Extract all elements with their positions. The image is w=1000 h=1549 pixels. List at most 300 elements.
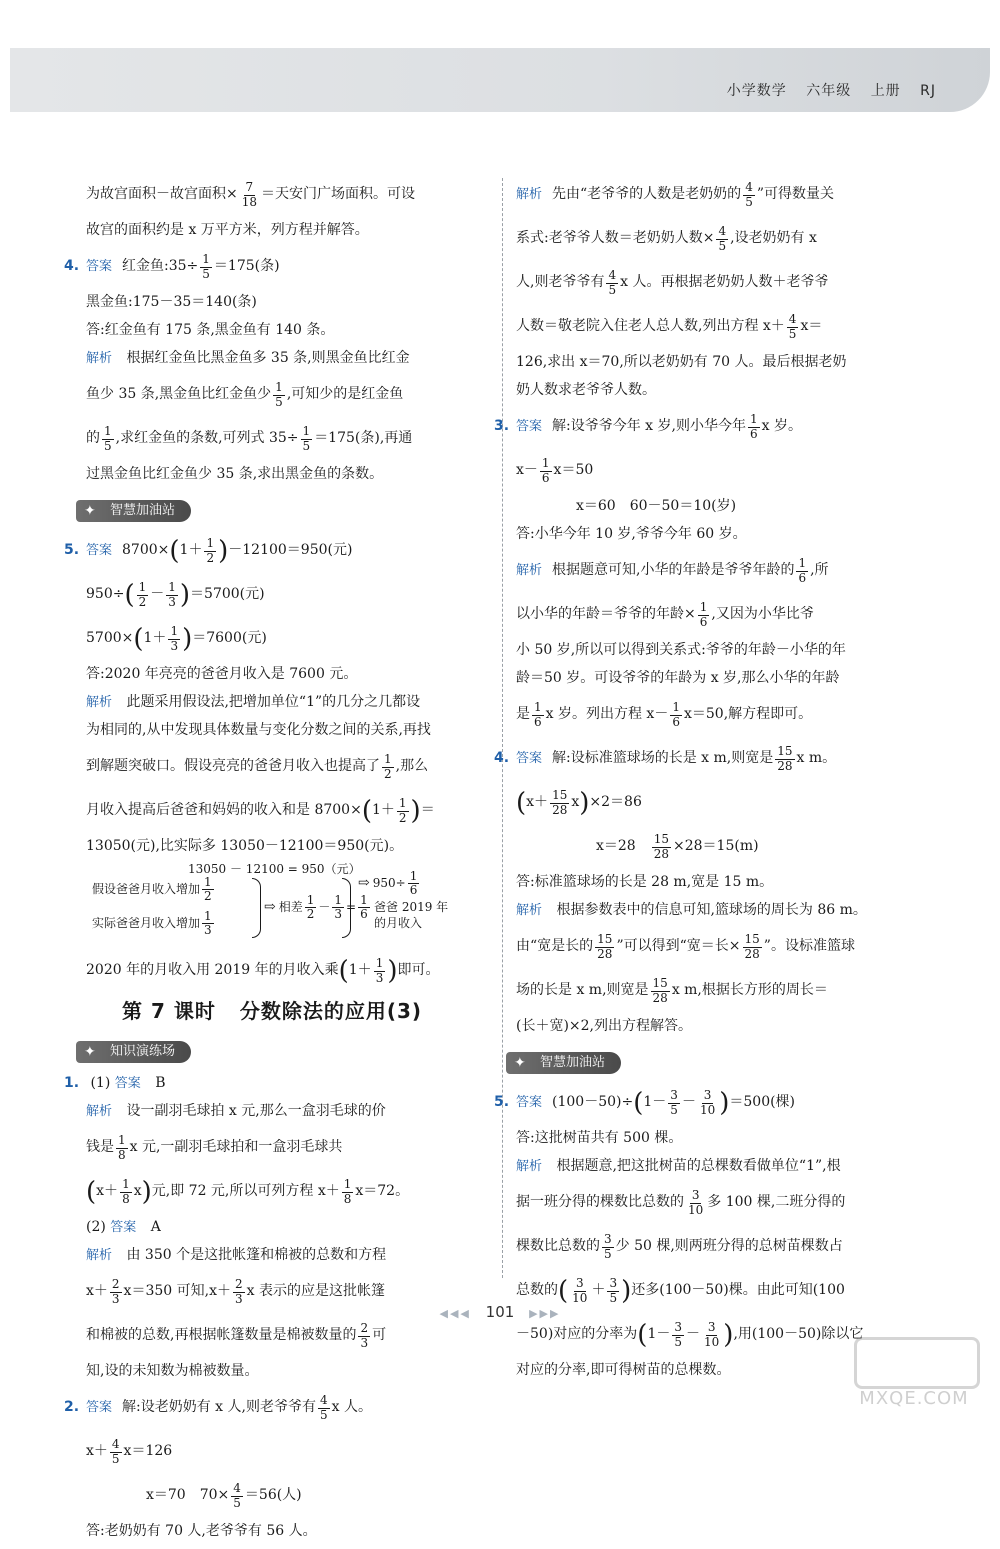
numerator: 1 [204, 909, 212, 923]
denominator: 28 [744, 946, 760, 961]
numerator: 1 [375, 956, 384, 971]
fraction [570, 1277, 589, 1304]
fraction [200, 253, 212, 280]
text-line [86, 1129, 488, 1167]
text: 棵数比总数的 [516, 1238, 600, 1255]
text: 人数＝敬老院入住老人总人数,列出方程 x＋ [516, 318, 785, 335]
text: x m。 [796, 750, 837, 767]
text: ＝175(条),再通 [314, 430, 413, 447]
numerator: 4 [745, 180, 753, 195]
fraction [743, 181, 755, 208]
text: 先由“老爷爷的人数是老奶奶的 [552, 186, 742, 203]
text-line: 13050(元),比实际多 13050－12100＝950(元)。 [86, 838, 404, 854]
analysis-tag: 解析 [86, 1248, 113, 1263]
fraction [358, 1322, 370, 1349]
text-line [86, 420, 488, 458]
page-number: 101 [485, 1303, 515, 1321]
answer-line [494, 408, 926, 446]
text-line: (长＋宽)×2,列出方程解答。 [516, 1018, 693, 1034]
numerator: 1 [749, 412, 758, 427]
question-number: 3. [494, 418, 510, 435]
text: A [150, 1219, 161, 1235]
text: 可 [372, 1327, 387, 1344]
volume-label: 上册 [870, 83, 901, 99]
denominator: 6 [798, 570, 807, 585]
fraction [668, 1089, 680, 1116]
fraction [698, 601, 710, 628]
fraction [796, 557, 808, 584]
denominator: 5 [718, 238, 727, 253]
edition-label: RJ [920, 83, 936, 99]
fraction [651, 977, 670, 1004]
text: 到解题突破口。假设亮亮的爸爸月收入也提高了 [86, 758, 380, 775]
lesson-number: 第 7 课时 [122, 999, 216, 1023]
text: 即可。 [397, 962, 440, 979]
fraction [202, 910, 214, 937]
question-number: 1. [64, 1075, 80, 1091]
denominator: 5 [111, 1451, 120, 1466]
text-line [86, 748, 488, 786]
text: －12100＝950(元) [228, 542, 353, 559]
fraction [301, 425, 313, 452]
text-line [516, 928, 926, 966]
denominator: 28 [597, 946, 613, 961]
text: ,所 [810, 562, 829, 579]
fraction [595, 933, 614, 960]
text: x [571, 794, 580, 811]
diagram-top-label: 13050 － 12100 = 950（元） [188, 862, 361, 876]
numerator: 15 [653, 832, 669, 847]
fraction [550, 789, 569, 816]
fraction [202, 876, 214, 903]
fraction [110, 1278, 122, 1305]
paren: ( [133, 624, 144, 654]
numerator: 1 [534, 700, 542, 715]
text: 5700× [86, 630, 134, 647]
grade-label: 六年级 [806, 83, 852, 99]
numerator: 2 [360, 1321, 369, 1336]
fraction [743, 933, 762, 960]
text: x 人。 [331, 1399, 372, 1416]
paren: ) [579, 788, 590, 818]
answer-line [494, 1084, 926, 1122]
denominator: 3 [334, 907, 343, 922]
denominator: 5 [745, 194, 753, 209]
fraction [120, 1178, 132, 1205]
numerator: 7 [245, 180, 254, 195]
text-line [86, 952, 488, 990]
text-line: 知,设的未知数为棉被数量。 [86, 1363, 259, 1379]
question-number: 4. [494, 750, 510, 767]
analysis-line [86, 1101, 488, 1123]
text-line: 答:小华今年 10 岁,爷爷今年 60 岁。 [516, 526, 747, 542]
text: 据一班分得的棵数比总数的 [516, 1194, 684, 1211]
numerator: 15 [777, 744, 793, 759]
numerator: 1 [541, 456, 550, 471]
denominator: 10 [572, 1290, 588, 1305]
text: ”可以得到“宽＝长× [616, 938, 741, 955]
text-line [516, 264, 926, 302]
answer-tag: 答案 [86, 1399, 113, 1415]
watermark-logo [854, 1337, 980, 1389]
numerator: 3 [670, 1088, 678, 1103]
triangle-left-icon: ◀◀◀ [439, 1307, 471, 1320]
text: ,用(100－50)除以它 [733, 1326, 864, 1343]
text: 鱼少 35 条,黑金鱼比红金鱼少 [86, 386, 272, 403]
text-line [86, 1317, 488, 1355]
fraction [166, 581, 178, 608]
text: 假设爸爸月收入增加 [92, 882, 201, 897]
denominator: 5 [202, 266, 210, 281]
fraction [102, 425, 114, 452]
numerator: 1 [104, 424, 112, 439]
numerator: 1 [699, 600, 708, 615]
denominator: 5 [302, 438, 311, 453]
text: 还多(100－50)棵。由此可知(100 [631, 1282, 845, 1299]
numerator: 1 [202, 252, 210, 267]
paren: ) [621, 1276, 632, 1306]
denominator: 8 [122, 1191, 130, 1206]
text: ＝175(条) [213, 258, 280, 275]
text: x＋ [96, 1183, 119, 1200]
diagram-row-actual [92, 910, 216, 937]
analysis-line [86, 1245, 488, 1267]
text-line [516, 972, 926, 1010]
numerator: 15 [597, 932, 613, 947]
numerator: 3 [609, 1276, 618, 1291]
text: － [150, 586, 165, 603]
text: 根据题意,把这批树苗的总棵数看做单位“1”,根 [556, 1158, 841, 1174]
text: ＋ [591, 1282, 606, 1299]
subject-label: 小学数学 [726, 83, 787, 99]
diagram-row-assumed [92, 876, 216, 903]
fraction [342, 1178, 354, 1205]
paren: ) [141, 1177, 152, 1207]
analysis-line [516, 552, 926, 590]
text: 解:设爷爷今年 x 岁,则小华今年 [552, 418, 746, 435]
text-line [516, 1228, 926, 1266]
denominator: 10 [688, 1202, 704, 1217]
text: － [318, 900, 331, 915]
answer-line [494, 740, 926, 778]
denominator: 3 [168, 594, 176, 609]
fraction [606, 269, 618, 296]
numerator: 1 [798, 556, 807, 571]
denominator: 6 [672, 714, 680, 729]
fraction [652, 833, 671, 860]
text: x＝28 [596, 838, 650, 855]
text: － [681, 1094, 696, 1111]
text: 为故宫面积－故宫面积× [86, 186, 238, 203]
fraction [374, 957, 386, 984]
paren: ( [361, 796, 372, 826]
text: 钱是 [86, 1139, 114, 1156]
text-line: 奶人数求老爷爷人数。 [516, 382, 656, 398]
answer-line [86, 1217, 488, 1239]
text: x＝50,解方程即可。 [683, 706, 813, 723]
text: x＝350 可知,x＋ [123, 1283, 231, 1300]
numerator: 3 [691, 1188, 700, 1203]
denominator: 2 [384, 766, 392, 781]
text: x 岁。 [761, 418, 802, 435]
denominator: 3 [170, 638, 179, 653]
denominator: 3 [375, 970, 384, 985]
fraction [686, 1189, 705, 1216]
text: 此题采用假设法,把增加单位“1”的几分之几都设 [126, 694, 421, 710]
text-line: 过黑金鱼比红金鱼少 35 条,求出黑金鱼的条数。 [86, 466, 384, 482]
numerator: 3 [703, 1088, 712, 1103]
fraction [110, 1438, 122, 1465]
text: 场的长是 x m,则宽是 [516, 982, 649, 999]
triangle-right-icon: ▶▶▶ [529, 1307, 561, 1320]
numerator: 1 [306, 893, 315, 907]
fraction [231, 1482, 243, 1509]
denominator: 5 [609, 1290, 618, 1305]
text: x－ [516, 462, 538, 479]
question-number: 4. [64, 258, 80, 275]
numerator: 1 [302, 424, 311, 439]
paren: ) [410, 796, 421, 826]
text: ×28＝15(m) [673, 838, 759, 855]
fraction [748, 413, 760, 440]
text-line: 小 50 岁,所以可以得到关系式:爷爷的年龄－小华的年 [516, 642, 846, 658]
answer-tag: 答案 [86, 258, 113, 274]
text: ×2＝86 [589, 794, 642, 811]
text: x＝70 70× [146, 1487, 230, 1504]
fraction [702, 1321, 721, 1348]
text: － [686, 1326, 700, 1343]
diagram-difference [264, 894, 372, 921]
numerator: 1 [360, 893, 368, 907]
denominator: 28 [552, 802, 568, 817]
page-footer [0, 1303, 1000, 1321]
analysis-line [516, 900, 926, 922]
text: B [155, 1075, 166, 1091]
denominator: 2 [398, 810, 407, 825]
section-banner [506, 1052, 621, 1074]
fraction [305, 894, 317, 921]
text: 以小华的年龄＝爷爷的年龄× [516, 606, 696, 623]
text: x＋ [526, 794, 549, 811]
answer-tag: 答案 [114, 1076, 141, 1091]
numerator: 15 [652, 976, 668, 991]
text: 解:设老奶奶有 x 人,则老爷爷有 [122, 1399, 316, 1416]
answer-tag: 答案 [110, 1220, 137, 1235]
fraction [787, 313, 799, 340]
numerator: 1 [170, 624, 179, 639]
fraction [116, 1134, 128, 1161]
text-line [86, 376, 488, 414]
lesson-title [122, 996, 488, 1027]
text-line [516, 308, 926, 346]
text: 红金鱼:35÷ [122, 258, 199, 275]
text-line [86, 176, 488, 214]
text-line [516, 784, 926, 822]
answer-tag: 答案 [86, 542, 113, 558]
denominator: 3 [204, 923, 212, 938]
numerator: 1 [122, 1177, 130, 1192]
analysis-tag: 解析 [516, 186, 543, 202]
numerator: 1 [334, 893, 343, 907]
denominator: 2 [206, 550, 215, 565]
text-line [86, 1477, 488, 1515]
text: 总数的 [516, 1282, 558, 1299]
text-line: x＝60 60－50＝10(岁) [576, 498, 737, 514]
numerator: 1 [398, 796, 407, 811]
answer-line [64, 248, 488, 286]
fraction [532, 701, 544, 728]
text: 爸爸 2019 年 [374, 900, 449, 914]
denominator: 5 [104, 438, 112, 453]
text-line [86, 1173, 488, 1211]
fraction [540, 457, 552, 484]
paren: ) [387, 956, 398, 986]
numerator: 1 [409, 869, 418, 883]
denominator: 6 [409, 883, 418, 898]
text: 1－ [647, 1326, 671, 1343]
section-banner [76, 500, 191, 522]
sub-number: (2) [86, 1219, 106, 1235]
text: 2020 年的月收入用 2019 年的月收入乘 [86, 962, 339, 979]
watermark-text: MXQE.COM [859, 1388, 969, 1409]
analysis-line [86, 348, 488, 370]
numerator: 15 [552, 788, 568, 803]
text-line: 黑金鱼:175－35＝140(条) [86, 294, 257, 310]
diagram-result-label [374, 900, 448, 931]
text: 解:设标准篮球场的长是 x m,则宽是 [552, 750, 774, 767]
denominator: 6 [541, 470, 550, 485]
paren: ) [723, 1320, 734, 1350]
section-title: 智慧加油站 [540, 1055, 606, 1070]
denominator: 5 [233, 1495, 241, 1510]
text: 8700× [122, 542, 170, 559]
denominator: 6 [749, 426, 758, 441]
analysis-tag: 解析 [86, 351, 113, 366]
numerator: 3 [674, 1320, 682, 1335]
question-number: 2. [64, 1399, 80, 1416]
numerator: 3 [707, 1320, 716, 1335]
fraction [670, 701, 682, 728]
question-number: 5. [64, 542, 80, 559]
denominator: 8 [343, 1191, 352, 1206]
numerator: 1 [672, 700, 680, 715]
fraction [168, 625, 180, 652]
text: x＝ [800, 318, 823, 335]
numerator: 3 [604, 1232, 612, 1247]
text: x 表示的应是这批帐篷 [246, 1283, 385, 1300]
text: ”。设标准篮球 [763, 938, 855, 955]
text-line [516, 1184, 926, 1222]
reasoning-diagram [92, 864, 488, 946]
fraction [382, 753, 394, 780]
diagram-result [358, 870, 421, 897]
paren: ( [124, 580, 135, 610]
denominator: 5 [608, 282, 617, 297]
analysis-line [516, 1156, 926, 1178]
numerator: 4 [788, 312, 797, 327]
text-line [86, 792, 488, 830]
text-line: 答:这批树苗共有 500 棵。 [516, 1130, 683, 1146]
denominator: 2 [204, 889, 212, 904]
text: 系式:老爷爷人数＝老奶奶人数× [516, 230, 715, 247]
numerator: 15 [744, 932, 760, 947]
denominator: 10 [699, 1102, 716, 1117]
text: 根据红金鱼比黑金鱼多 35 条,则黑金鱼比红金 [126, 350, 410, 366]
text: ＝7600(元) [192, 630, 267, 647]
analysis-tag: 解析 [516, 1159, 543, 1174]
paren: ( [338, 956, 349, 986]
text: x＝50 [553, 462, 594, 479]
text: 月收入提高后爸爸和妈妈的收入和是 8700× [86, 802, 362, 819]
analysis-line [516, 176, 926, 214]
text-line: 答:红金鱼有 175 条,黑金鱼有 140 条。 [86, 322, 335, 338]
text: 是 [516, 706, 530, 723]
denominator: 2 [306, 907, 315, 922]
numerator: 1 [343, 1177, 352, 1192]
text: ,设老奶奶有 x [730, 230, 817, 247]
numerator: 3 [575, 1276, 584, 1291]
brace-shape [252, 878, 261, 938]
numerator: 2 [234, 1277, 243, 1292]
paren: ( [558, 1276, 569, 1306]
text: 相差 [278, 900, 303, 915]
text: x 元,一副羽毛球拍和一盒羽毛球共 [129, 1139, 343, 1156]
question-number: 5. [494, 1094, 510, 1111]
denominator: 5 [319, 1407, 328, 1422]
section-title: 智慧加油站 [110, 503, 176, 518]
paren: ( [637, 1320, 648, 1350]
text: 和棉被的总数,再根据帐篷数量是棉被数量的 [86, 1327, 357, 1344]
text-line: 龄＝50 岁。可设爷爷的年龄为 x 岁,那么小华的年龄 [516, 670, 840, 686]
denominator: 6 [534, 714, 542, 729]
fraction [358, 894, 370, 921]
text: 950÷ [372, 876, 406, 891]
fraction [672, 1321, 684, 1348]
text: 人,则老爷爷有 [516, 274, 605, 291]
text: x [133, 1183, 142, 1200]
denominator: 5 [674, 1334, 682, 1349]
text: 1－ [643, 1094, 667, 1111]
answer-line [64, 532, 488, 570]
text: ,求红金鱼的条数,可列式 35÷ [115, 430, 299, 447]
text-line: 为相同的,从中发现具体数量与变化分数之间的关系,再找 [86, 722, 431, 738]
fraction [698, 1089, 717, 1116]
numerator: 1 [206, 536, 215, 551]
denominator: 8 [118, 1147, 126, 1162]
text-line [86, 620, 488, 658]
denominator: 6 [360, 907, 368, 922]
denominator: 28 [653, 846, 669, 861]
text: x＋ [86, 1283, 108, 1300]
text: 的月收入 [374, 915, 423, 930]
section-title: 知识演练场 [110, 1044, 176, 1059]
text-line [86, 1433, 488, 1471]
text: 少 50 棵,则两班分得的总树苗棵数占 [615, 1238, 843, 1255]
brace-shape [342, 878, 351, 938]
numerator: 4 [319, 1393, 328, 1408]
answer-line [64, 1073, 488, 1095]
text: ＝500(棵) [729, 1094, 796, 1111]
numerator: 1 [204, 875, 212, 889]
numerator: 1 [384, 752, 392, 767]
text: ,那么 [395, 758, 429, 775]
text-line: 答:标准篮球场的长是 28 m,宽是 15 m。 [516, 874, 774, 890]
numerator: 2 [111, 1277, 120, 1292]
paren: ) [218, 536, 229, 566]
denominator: 5 [788, 326, 797, 341]
text: x 岁。列出方程 x－ [545, 706, 669, 723]
text: 由 350 个是这批帐篷和棉被的总数和方程 [126, 1247, 387, 1263]
